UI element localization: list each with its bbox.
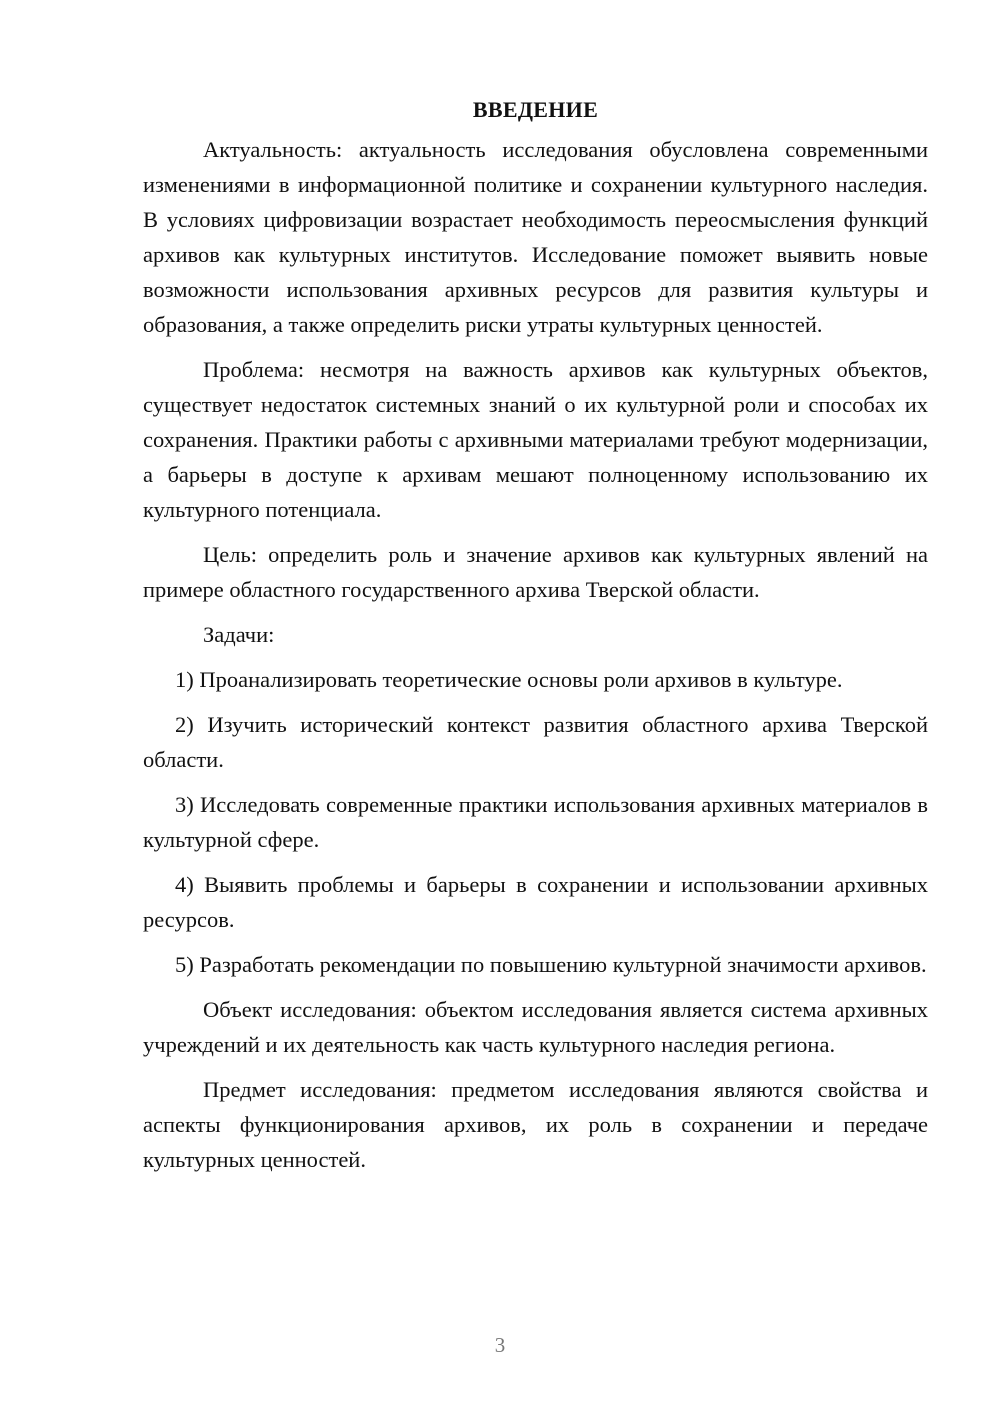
- paragraph-object: Объект исследования: объектом исследования является система архивных учреждений и их деятельность как часть культурного наследия региона.: [143, 997, 928, 1057]
- task-item: 3) Исследовать современные практики использования архивных материалов в культурной сфере.: [143, 792, 928, 852]
- task-item: 1) Проанализировать теоретические основы роли архивов в культуре.: [175, 667, 843, 692]
- paragraph-goal: Цель: определить роль и значение архивов как культурных явлений на примере областного государственного архива Тверской области.: [143, 542, 928, 602]
- task-item: 5) Разработать рекомендации по повышению культурной значимости архивов.: [175, 952, 927, 977]
- paragraph-actuality: Актуальность: актуальность исследования обусловлена современными изменениями в информационной политике и сохранении культурного наследия. В условиях цифровизации возрастает необходимость переосмысления функций архивов как культурных институтов. Исследование поможет выявить новые возможности использования архивных ресурсов для развития культуры и образования, а также определить риски утраты культурных ценностей.: [143, 137, 928, 337]
- section-title: ВВЕДЕНИЕ: [472, 97, 599, 122]
- paragraph-problem: Проблема: несмотря на важность архивов как культурных объектов, существует недостаток системных знаний о их культурной роли и способах их сохранения. Практики работы с архивными материалами требуют модернизации, а барьеры в доступе к архивам мешают полноценному использованию их культурного потенциала.: [143, 357, 928, 522]
- page-number: 3: [494, 1333, 506, 1357]
- paragraph-subject: Предмет исследования: предметом исследования являются свойства и аспекты функционирования архивов, их роль в сохранении и передаче культурных ценностей.: [143, 1077, 928, 1172]
- task-item: 4) Выявить проблемы и барьеры в сохранении и использовании архивных ресурсов.: [143, 872, 928, 932]
- page-content: [143, 96, 928, 1187]
- task-item: 2) Изучить исторический контекст развития областного архива Тверской области.: [143, 712, 928, 772]
- tasks-heading: Задачи:: [203, 622, 275, 647]
